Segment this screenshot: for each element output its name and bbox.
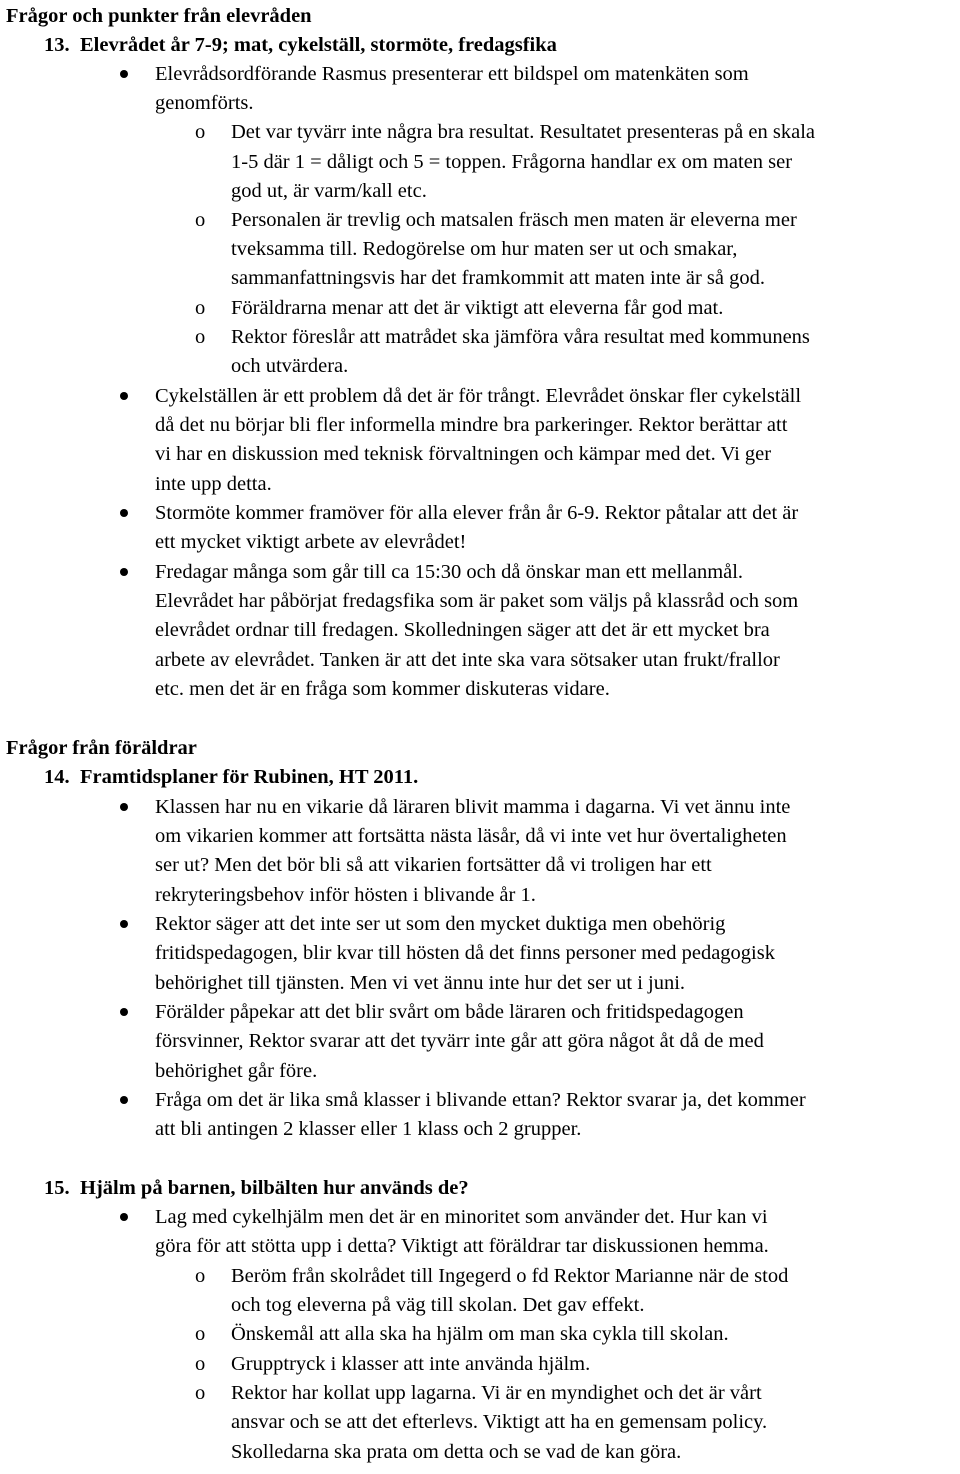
bullet-icon — [120, 392, 128, 400]
bullet-text-line: rekryteringsbehov inför hösten i blivande år 1. — [155, 884, 536, 906]
item-heading: Elevrådet år 7-9; mat, cykelställ, stormöte, fredagsfika — [80, 34, 557, 56]
bullet-text-line: Fredagar många som går till ca 15:30 och då önskar man ett mellanmål. — [155, 561, 744, 583]
bullet-text-line: etc. men det är en fråga som kommer diskuteras vidare. — [155, 678, 610, 700]
bullet-text-line: arbete av elevrådet. Tanken är att det inte ska vara sötsaker utan frukt/frallor — [155, 649, 780, 671]
sub-text-line: och utvärdera. — [231, 355, 349, 377]
sub-text-line: tveksamma till. Redogörelse om hur maten ser ut och smakar, — [231, 238, 738, 260]
sub-text-line: Önskemål att alla ska ha hjälm om man ska cykla till skolan. — [231, 1323, 729, 1345]
bullet-icon — [120, 70, 128, 78]
bullet-text-line: Cykelställen är ett problem då det är för trångt. Elevrådet önskar fler cykelställ — [155, 385, 802, 407]
bullet-text-line: Elevrådsordförande Rasmus presenterar ett bildspel om matenkäten som — [155, 63, 749, 85]
section-title: Frågor och punkter från elevråden — [6, 5, 312, 27]
bullet-text-line: behörighet till tjänsten. Men vi vet ännu inte hur det ser ut i juni. — [155, 972, 686, 994]
sub-text-line: Rektor har kollat upp lagarna. Vi är en myndighet och det är vårt — [231, 1382, 762, 1404]
bullet-text-line: Fråga om det är lika små klasser i blivande ettan? Rektor svarar ja, det kommer — [155, 1089, 806, 1111]
sub-text-line: Föräldrarna menar att det är viktigt att eleverna får god mat. — [231, 297, 724, 319]
bullet-text-line: inte upp detta. — [155, 473, 272, 495]
circle-bullet-icon: o — [195, 1382, 206, 1404]
sub-text-line: god ut, är varm/kall etc. — [231, 180, 427, 202]
item-number: 14. — [44, 766, 70, 788]
item-number: 13. — [44, 34, 70, 56]
bullet-icon — [120, 568, 128, 576]
item-number: 15. — [44, 1177, 70, 1199]
sub-text-line: Grupptryck i klasser att inte använda hjälm. — [231, 1353, 591, 1375]
bullet-text-line: Lag med cykelhjälm men det är en minoritet som använder det. Hur kan vi — [155, 1206, 768, 1228]
sub-text-line: och tog eleverna på väg till skolan. Det gav effekt. — [231, 1294, 645, 1316]
sub-text-line: Skolledarna ska prata om detta och se vad de kan göra. — [231, 1441, 682, 1463]
sub-text-line: Det var tyvärr inte några bra resultat. Resultatet presenteras på en skala — [231, 121, 815, 143]
sub-text-line: sammanfattningsvis har det framkommit att maten inte är så god. — [231, 267, 766, 289]
bullet-text-line: att bli antingen 2 klasser eller 1 klass och 2 grupper. — [155, 1118, 582, 1140]
bullet-text-line: Stormöte kommer framöver för alla elever från år 6-9. Rektor påtalar att det är — [155, 502, 799, 524]
bullet-icon — [120, 1096, 128, 1104]
bullet-text-line: genomförts. — [155, 92, 254, 114]
item-heading: Hjälm på barnen, bilbälten hur används de? — [80, 1177, 469, 1199]
circle-bullet-icon: o — [195, 209, 206, 231]
circle-bullet-icon: o — [195, 1265, 206, 1287]
bullet-icon — [120, 803, 128, 811]
bullet-text-line: Rektor säger att det inte ser ut som den mycket duktiga men obehörig — [155, 913, 726, 935]
bullet-text-line: Elevrådet har påbörjat fredagsfika som är paket som väljs på klassråd och som — [155, 590, 799, 612]
bullet-text-line: försvinner, Rektor svarar att det tyvärr inte går att göra något åt då de med — [155, 1030, 764, 1052]
bullet-icon — [120, 1213, 128, 1221]
bullet-text-line: om vikarien kommer att fortsätta nästa läsår, då vi inte vet hur övertaligheten — [155, 825, 787, 847]
section-title: Frågor från föräldrar — [6, 737, 197, 759]
bullet-icon — [120, 509, 128, 517]
bullet-text-line: Förälder påpekar att det blir svårt om både läraren och fritidspedagogen — [155, 1001, 744, 1023]
sub-text-line: ansvar och se att det efterlevs. Viktigt att ha en gemensam policy. — [231, 1411, 768, 1433]
sub-text-line: Rektor föreslår att matrådet ska jämföra våra resultat med kommunens — [231, 326, 810, 348]
bullet-text-line: elevrådet ordnar till fredagen. Skolledningen säger att det är ett mycket bra — [155, 619, 770, 641]
bullet-text-line: Klassen har nu en vikarie då läraren blivit mamma i dagarna. Vi vet ännu inte — [155, 796, 791, 818]
bullet-text-line: ser ut? Men det bör bli så att vikarien fortsätter då vi troligen har ett — [155, 854, 712, 876]
circle-bullet-icon: o — [195, 297, 206, 319]
circle-bullet-icon: o — [195, 121, 206, 143]
circle-bullet-icon: o — [195, 1353, 206, 1375]
bullet-text-line: ett mycket viktigt arbete av elevrådet! — [155, 531, 467, 553]
bullet-text-line: vi har en diskussion med teknisk förvaltningen och kämpar med det. Vi ger — [155, 443, 772, 465]
circle-bullet-icon: o — [195, 1323, 206, 1345]
bullet-text-line: behörighet går före. — [155, 1060, 318, 1082]
bullet-icon — [120, 920, 128, 928]
sub-text-line: Personalen är trevlig och matsalen fräsch men maten är eleverna mer — [231, 209, 797, 231]
bullet-text-line: då det nu börjar bli fler informella mindre bra parkeringer. Rektor berättar att — [155, 414, 788, 436]
bullet-text-line: göra för att stötta upp i detta? Viktigt att föräldrar tar diskussionen hemma. — [155, 1235, 769, 1257]
bullet-icon — [120, 1008, 128, 1016]
sub-text-line: Beröm från skolrådet till Ingegerd o fd Rektor Marianne när de stod — [231, 1265, 789, 1287]
circle-bullet-icon: o — [195, 326, 206, 348]
sub-text-line: 1-5 där 1 = dåligt och 5 = toppen. Frågorna handlar ex om maten ser — [231, 151, 793, 173]
item-heading: Framtidsplaner för Rubinen, HT 2011. — [80, 766, 419, 788]
bullet-text-line: fritidspedagogen, blir kvar till hösten då det finns personer med pedagogisk — [155, 942, 775, 964]
